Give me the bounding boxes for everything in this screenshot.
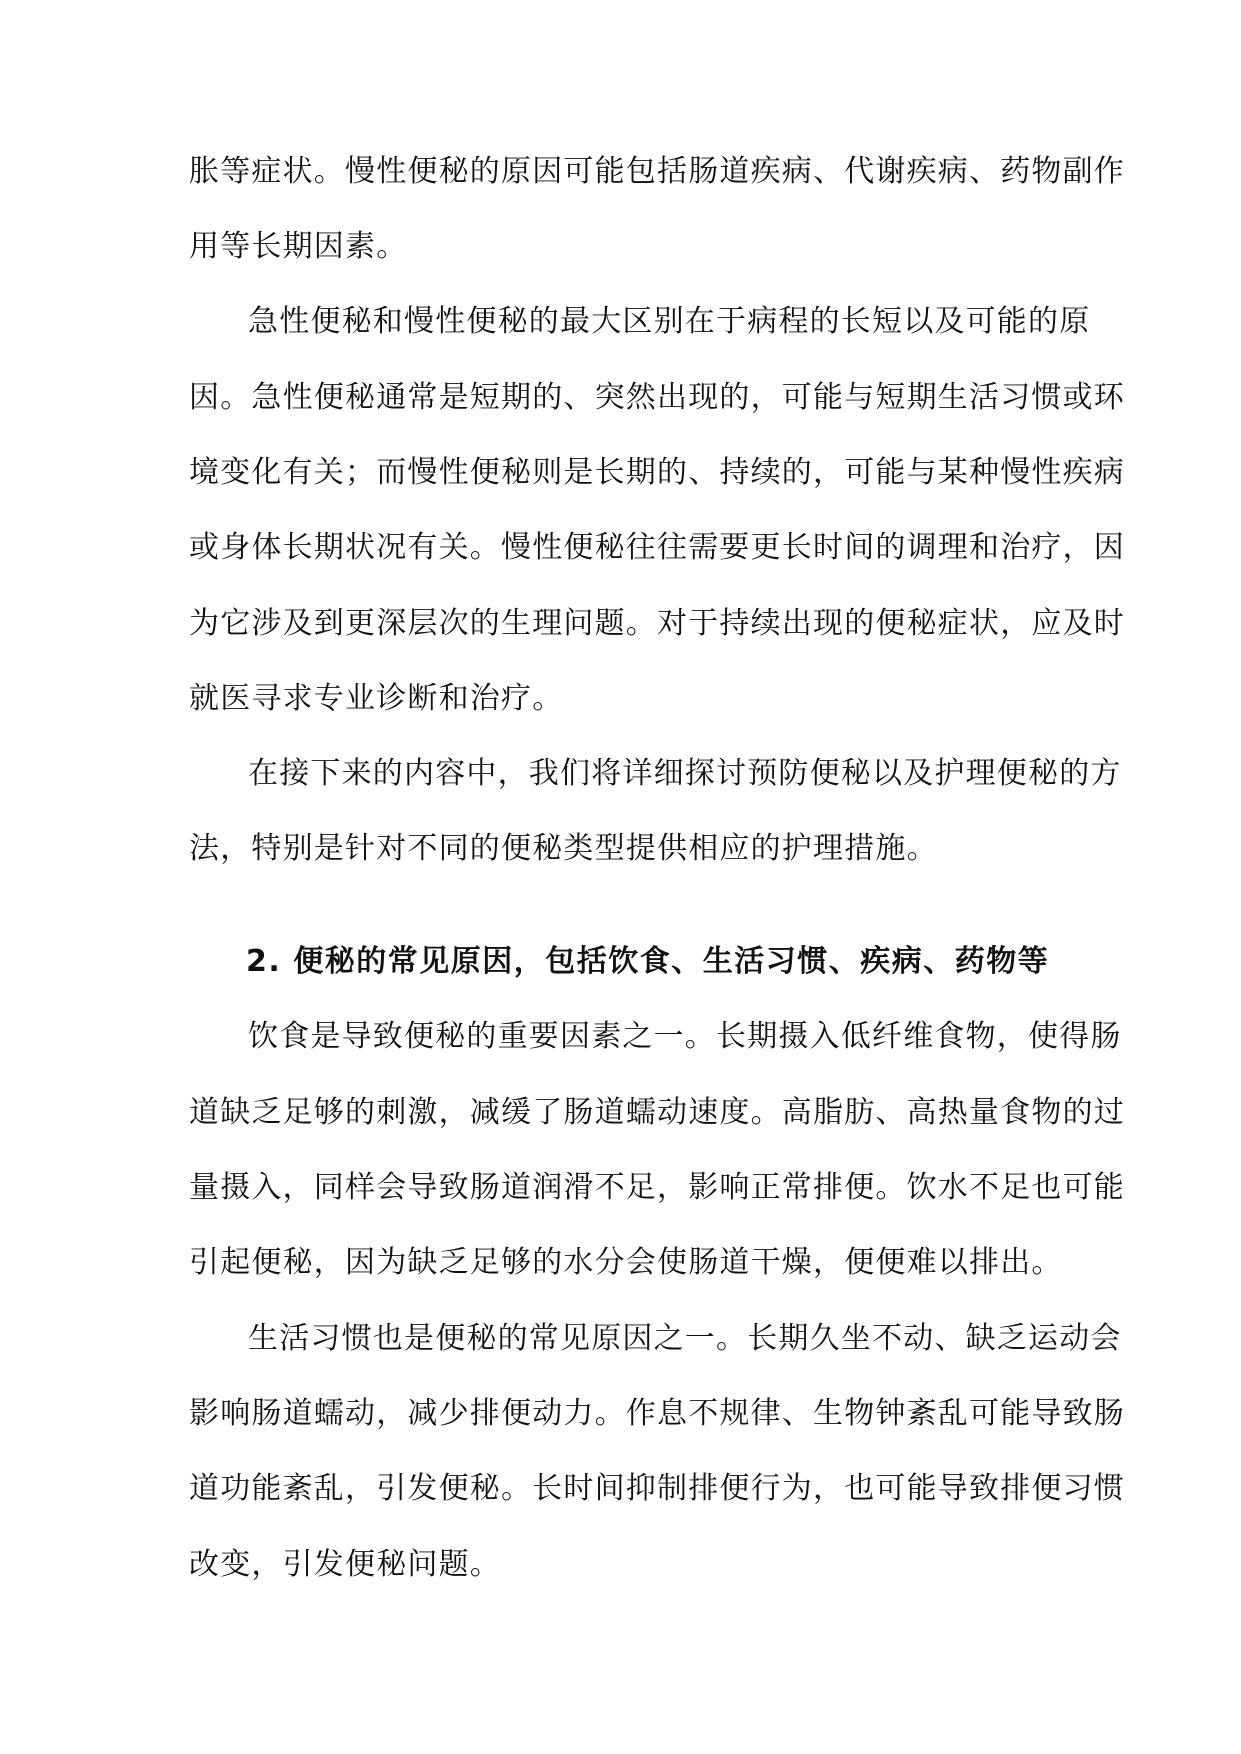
paragraph-2-line-5: 为它涉及到更深层次的生理问题。对于持续出现的便秘症状，应及时 [189, 606, 1125, 641]
paragraph-3-line-2: 法，特别是针对不同的便秘类型提供相应的护理措施。 [189, 831, 938, 866]
paragraph-2-line-1: 急性便秘和慢性便秘的最大区别在于病程的长短以及可能的原 [248, 304, 1091, 339]
paragraph-2-line-2: 因。急性便秘通常是短期的、突然出现的，可能与短期生活习惯或环 [189, 380, 1125, 415]
paragraph-4-line-4: 引起便秘，因为缺乏足够的水分会使肠道干燥，便便难以排出。 [189, 1245, 1063, 1280]
paragraph-5-line-1: 生活习惯也是便秘的常见原因之一。长期久坐不动、缺乏运动会 [248, 1321, 1122, 1356]
paragraph-3-line-1: 在接下来的内容中，我们将详细探讨预防便秘以及护理便秘的方 [248, 756, 1122, 791]
paragraph-2-line-3: 境变化有关；而慢性便秘则是长期的、持续的，可能与某种慢性疾病 [189, 455, 1125, 490]
paragraph-1-line-2: 用等长期因素。 [189, 229, 408, 264]
paragraph-4-line-1: 饮食是导致便秘的重要因素之一。长期摄入低纤维食物，使得肠 [248, 1019, 1122, 1054]
paragraph-4-line-3: 量摄入，同样会导致肠道润滑不足，影响正常排便。饮水不足也可能 [189, 1170, 1125, 1205]
paragraph-4-line-2: 道缺乏足够的刺激，减缓了肠道蠕动速度。高脂肪、高热量食物的过 [189, 1095, 1125, 1130]
section-heading: 2. 便秘的常见原因，包括饮食、生活习惯、疾病、药物等 [246, 944, 1050, 979]
paragraph-5-line-2: 影响肠道蠕动，减少排便动力。作息不规律、生物钟紊乱可能导致肠 [189, 1396, 1125, 1431]
paragraph-5-line-4: 改变，引发便秘问题。 [189, 1547, 501, 1582]
paragraph-2-line-4: 或身体长期状况有关。慢性便秘往往需要更长时间的调理和治疗，因 [189, 530, 1125, 565]
paragraph-2-line-6: 就医寻求专业诊断和治疗。 [189, 681, 564, 716]
paragraph-1-line-1: 胀等症状。慢性便秘的原因可能包括肠道疾病、代谢疾病、药物副作 [189, 154, 1125, 189]
paragraph-5-line-3: 道功能紊乱，引发便秘。长时间抑制排便行为，也可能导致排便习惯 [189, 1471, 1125, 1506]
